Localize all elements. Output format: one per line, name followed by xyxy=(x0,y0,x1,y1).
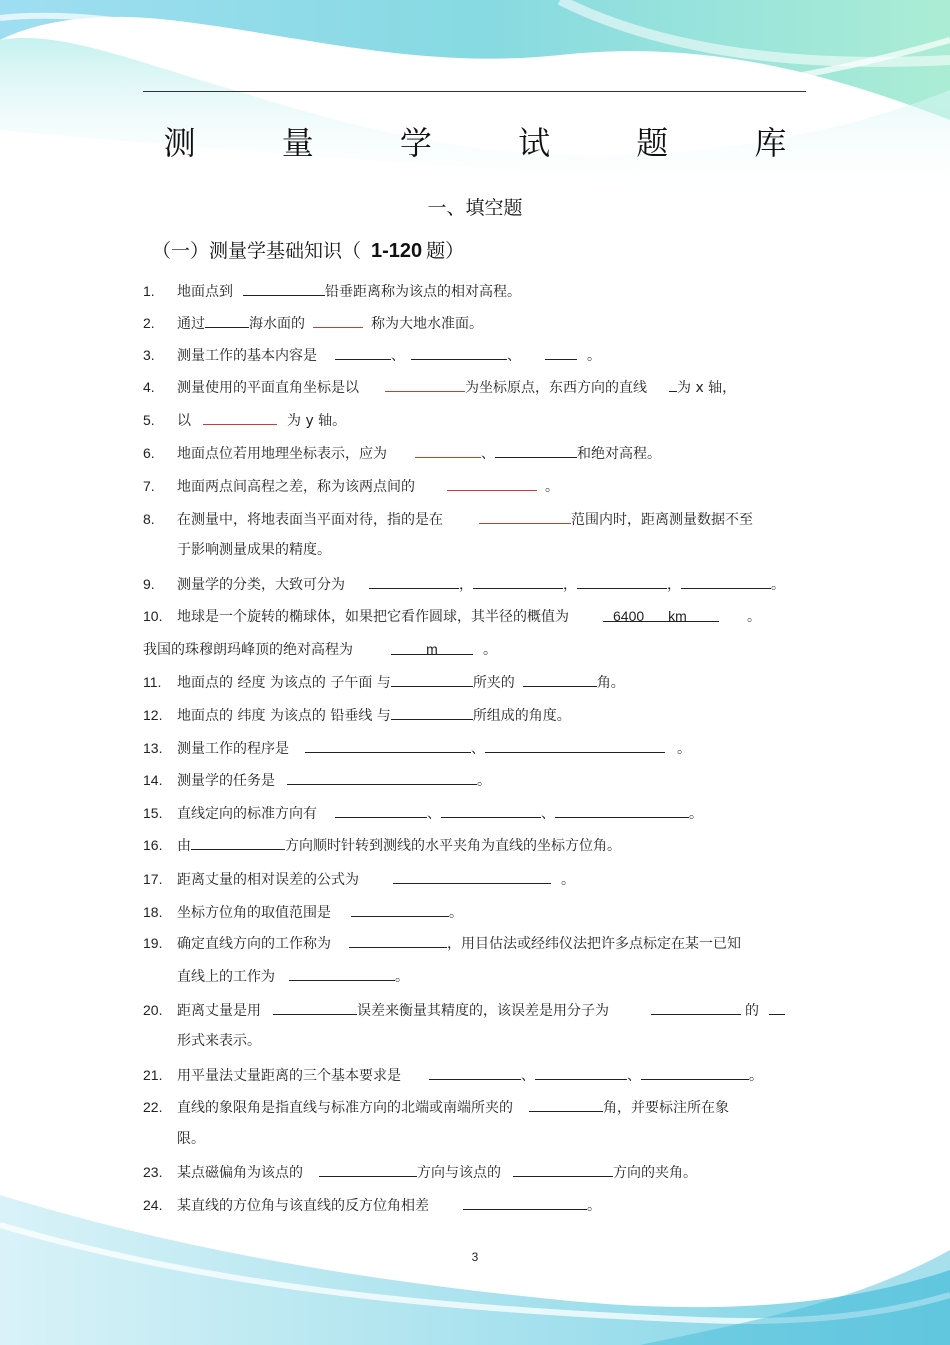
fill-blank[interactable] xyxy=(243,281,325,296)
fill-blank[interactable] xyxy=(669,377,677,392)
fill-blank[interactable] xyxy=(577,574,667,589)
question-text: 距离丈量的相对误差的公式为 xyxy=(177,872,359,888)
question-text: 坐标方位角的取值范围是 xyxy=(177,905,331,921)
fill-blank[interactable] xyxy=(203,410,277,425)
question-text: 地面点位若用地理坐标表示，应为 xyxy=(177,446,387,462)
question-4 xyxy=(143,377,736,397)
question-text: 确定直线方向的工作称为 xyxy=(177,936,331,952)
question-number: 23. xyxy=(143,1164,163,1180)
question-text: 。 xyxy=(749,1068,763,1084)
fill-blank[interactable] xyxy=(473,574,563,589)
question-22 xyxy=(143,1097,729,1117)
answer-unit: km xyxy=(668,608,687,624)
question-text: 误差来衡量其精度的，该误差是用分子为 xyxy=(357,1003,609,1019)
question-number: 15. xyxy=(143,805,163,821)
question-text: 、 xyxy=(391,348,405,364)
fill-blank[interactable] xyxy=(385,377,465,392)
fill-blank[interactable] xyxy=(391,672,473,687)
fill-blank[interactable] xyxy=(287,770,477,785)
question-20 xyxy=(143,1000,785,1020)
question-text: 。 xyxy=(689,806,703,822)
question-text: 。 xyxy=(395,969,409,985)
question-number: 13. xyxy=(143,740,163,756)
fill-blank[interactable] xyxy=(393,869,551,884)
question-text: 。 xyxy=(587,348,601,364)
answer-unit: m xyxy=(426,641,438,657)
fill-blank[interactable] xyxy=(313,313,363,328)
question-24 xyxy=(143,1195,601,1215)
question-text: 测量工作的基本内容是 xyxy=(177,348,317,364)
fill-blank[interactable] xyxy=(681,574,771,589)
fill-blank[interactable] xyxy=(391,705,473,720)
question-text: 、 xyxy=(471,741,485,757)
fill-blank[interactable] xyxy=(415,443,481,458)
question-17 xyxy=(143,869,575,889)
question-text: ，用目估法或经纬仪法把许多点标定在某一已知 xyxy=(447,936,741,952)
fill-blank[interactable] xyxy=(411,345,507,360)
question-text: 。 xyxy=(561,872,575,888)
question-number: 2. xyxy=(143,315,155,331)
answer-blank[interactable] xyxy=(391,640,473,655)
question-text: 。 xyxy=(587,1198,601,1214)
question-2 xyxy=(143,313,483,333)
question-20-continuation: 形式来表示。 xyxy=(177,1033,261,1049)
question-text: 的 xyxy=(745,1003,759,1019)
question-text: 。 xyxy=(449,905,463,921)
question-1 xyxy=(143,281,521,301)
fill-blank[interactable] xyxy=(429,1065,521,1080)
question-13 xyxy=(143,738,691,758)
question-text: 、 xyxy=(541,806,555,822)
question-16 xyxy=(143,835,621,855)
question-text: ， xyxy=(459,577,473,593)
question-number: 19. xyxy=(143,935,163,951)
fill-blank[interactable] xyxy=(769,1000,785,1015)
question-text: 、 xyxy=(507,348,521,364)
fill-blank[interactable] xyxy=(479,509,571,524)
fill-blank[interactable] xyxy=(545,345,577,360)
question-text: 直线上的工作为 xyxy=(177,969,275,985)
question-text: 。 xyxy=(545,479,559,495)
question-text: 直线的象限角是指直线与标准方向的北端或南端所夹的 xyxy=(177,1100,513,1116)
fill-blank[interactable] xyxy=(289,966,395,981)
question-text: 地面点到 xyxy=(177,284,233,300)
question-number: 10. xyxy=(143,608,163,624)
fill-blank[interactable] xyxy=(335,803,427,818)
fill-blank[interactable] xyxy=(273,1000,357,1015)
document-title: 测 量 学 试 题 库 xyxy=(163,124,825,162)
question-number: 4. xyxy=(143,379,155,395)
question-text: 测量学的分类，大致可分为 xyxy=(177,577,345,593)
question-text: 所夹的 xyxy=(472,675,515,691)
fill-blank[interactable] xyxy=(529,1097,603,1112)
question-9 xyxy=(143,574,785,594)
question-text: 通过 xyxy=(177,316,205,332)
question-21 xyxy=(143,1065,763,1085)
section-title: 一、填空题 xyxy=(427,197,523,219)
fill-blank[interactable] xyxy=(463,1195,587,1210)
question-8 xyxy=(143,509,753,529)
question-23 xyxy=(143,1162,697,1182)
answer-value: 6400 xyxy=(613,608,645,624)
question-number: 3. xyxy=(143,347,155,363)
question-number: 17. xyxy=(143,871,163,887)
question-number: 12. xyxy=(143,707,163,723)
question-15 xyxy=(143,803,703,823)
question-text: 所组成的角度。 xyxy=(472,708,571,724)
question-text: 为 x 轴， xyxy=(677,380,737,396)
question-text: 。 xyxy=(747,609,761,625)
fill-blank[interactable] xyxy=(305,738,471,753)
fill-blank[interactable] xyxy=(335,345,391,360)
question-number: 6. xyxy=(143,445,155,461)
question-number: 9. xyxy=(143,576,155,592)
fill-blank[interactable] xyxy=(205,313,249,328)
question-text: 、 xyxy=(627,1068,641,1084)
fill-blank[interactable] xyxy=(523,672,597,687)
question-14 xyxy=(143,770,491,790)
question-text: 铅垂距离称为该点的相对高程。 xyxy=(325,284,521,300)
question-text: ， xyxy=(563,577,577,593)
fill-blank[interactable] xyxy=(555,803,689,818)
fill-blank[interactable] xyxy=(319,1162,417,1177)
question-18 xyxy=(143,902,463,922)
question-number: 21. xyxy=(143,1067,163,1083)
fill-blank[interactable] xyxy=(349,933,447,948)
fill-blank[interactable] xyxy=(651,1000,741,1015)
fill-blank[interactable] xyxy=(485,738,665,753)
question-text: 、 xyxy=(481,446,495,462)
question-text: 以 xyxy=(177,413,191,429)
question-number: 14. xyxy=(143,772,163,788)
question-10 xyxy=(143,607,761,626)
question-text: 海水面的 xyxy=(249,316,305,332)
question-6 xyxy=(143,443,661,463)
fill-blank[interactable] xyxy=(535,1065,627,1080)
question-12 xyxy=(143,705,571,725)
question-text: 为 y 轴。 xyxy=(287,413,347,429)
question-text: 。 xyxy=(483,642,497,658)
question-text: 方向与该点的 xyxy=(417,1165,501,1181)
question-number: 8. xyxy=(143,511,155,527)
question-5 xyxy=(143,410,346,430)
question-3 xyxy=(143,345,601,365)
question-text: 测量学的任务是 xyxy=(177,773,275,789)
header-rule xyxy=(143,91,806,92)
question-number: 24. xyxy=(143,1197,163,1213)
question-text: ， xyxy=(667,577,681,593)
question-8-continuation: 于影响测量成果的精度。 xyxy=(177,542,331,558)
question-number: 7. xyxy=(143,478,155,494)
question-text: 。 xyxy=(477,773,491,789)
question-11 xyxy=(143,672,625,692)
question-text: 地面点的 经度 为该点的 子午面 与 xyxy=(177,675,391,691)
question-number: 1. xyxy=(143,283,155,299)
question-number: 18. xyxy=(143,904,163,920)
fill-blank[interactable] xyxy=(447,476,537,491)
question-7 xyxy=(143,476,559,496)
question-number: 5. xyxy=(143,412,155,428)
question-text: 在测量中，将地表面当平面对待，指的是在 xyxy=(177,512,443,528)
question-text: 某直线的方位角与该直线的反方位角相差 xyxy=(177,1198,429,1214)
fill-blank[interactable] xyxy=(641,1065,749,1080)
question-text: 和绝对高程。 xyxy=(577,446,661,462)
question-10-continuation xyxy=(143,640,497,659)
question-text: 测量使用的平面直角坐标是以 xyxy=(177,380,359,396)
question-text: 测量工作的程序是 xyxy=(177,741,289,757)
fill-blank[interactable] xyxy=(369,574,459,589)
subsection-prefix: （一）测量学基础知识（ xyxy=(152,240,362,262)
question-text: 为坐标原点，东西方向的直线 xyxy=(465,380,647,396)
question-text: 用平量法丈量距离的三个基本要求是 xyxy=(177,1068,401,1084)
question-text: 直线定向的标准方向有 xyxy=(177,806,317,822)
question-text: 地球是一个旋转的椭球体，如果把它看作圆球，其半径的概值为 xyxy=(177,609,569,625)
answer-blank[interactable] xyxy=(603,607,719,622)
question-text: 范围内时，距离测量数据不至 xyxy=(571,512,753,528)
question-text: 角，并要标注所在象 xyxy=(603,1100,729,1116)
subsection-suffix: 题） xyxy=(426,240,465,262)
fill-blank[interactable] xyxy=(513,1162,613,1177)
fill-blank[interactable] xyxy=(351,902,449,917)
question-number: 22. xyxy=(143,1099,163,1115)
question-19-continuation xyxy=(177,966,409,986)
question-text: 地面两点间高程之差，称为该两点间的 xyxy=(177,479,415,495)
question-text: 。 xyxy=(771,577,785,593)
question-19 xyxy=(143,933,741,953)
question-text: 距离丈量是用 xyxy=(177,1003,261,1019)
page-number: 3 xyxy=(471,1250,479,1264)
question-text: 。 xyxy=(677,741,691,757)
question-text: 、 xyxy=(427,806,441,822)
question-number: 20. xyxy=(143,1002,163,1018)
subsection-title xyxy=(152,236,464,263)
question-text: 、 xyxy=(521,1068,535,1084)
fill-blank[interactable] xyxy=(441,803,541,818)
question-text: 方向的夹角。 xyxy=(613,1165,697,1181)
question-number: 16. xyxy=(143,837,163,853)
question-text: 由 xyxy=(177,838,191,854)
subsection-range: 1-120 xyxy=(371,240,423,262)
question-text: 地面点的 纬度 为该点的 铅垂线 与 xyxy=(177,708,391,724)
fill-blank[interactable] xyxy=(495,443,577,458)
question-text: 称为大地水准面。 xyxy=(371,316,483,332)
question-text: 角。 xyxy=(596,675,625,691)
fill-blank[interactable] xyxy=(191,835,285,850)
question-text: 我国的珠穆朗玛峰顶的绝对高程为 xyxy=(143,642,353,658)
question-text: 某点磁偏角为该点的 xyxy=(177,1165,303,1181)
question-22-continuation: 限。 xyxy=(177,1131,205,1147)
question-number: 11. xyxy=(143,674,162,690)
question-text: 方向顺时针转到测线的水平夹角为直线的坐标方位角。 xyxy=(285,838,621,854)
